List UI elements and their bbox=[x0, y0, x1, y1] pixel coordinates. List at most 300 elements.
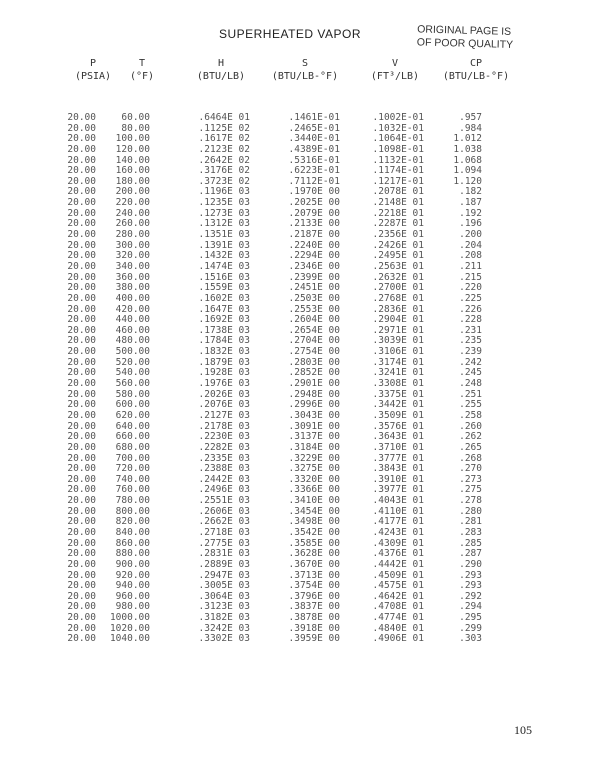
cell-cp: .283 bbox=[459, 526, 482, 538]
cell-pressure: 20.00 bbox=[67, 526, 96, 538]
cell-pressure: 20.00 bbox=[67, 580, 96, 592]
cell-cp: .281 bbox=[459, 516, 482, 528]
cell-volume: .1132E-01 bbox=[372, 154, 424, 166]
cell-enthalpy: .1196E 03 bbox=[198, 186, 250, 198]
cell-entropy: .3184E 00 bbox=[288, 441, 340, 453]
cell-pressure: 20.00 bbox=[67, 133, 96, 145]
cell-temperature: 820.00 bbox=[115, 516, 150, 528]
cell-cp: .270 bbox=[459, 463, 482, 475]
cell-temperature: 440.00 bbox=[115, 314, 150, 326]
column-unit: (PSIA) bbox=[74, 71, 112, 82]
cell-entropy: .2754E 00 bbox=[288, 346, 340, 358]
cell-volume: .3308E 01 bbox=[372, 378, 424, 390]
cell-pressure: 20.00 bbox=[67, 473, 96, 485]
cell-volume: .4110E 01 bbox=[372, 505, 424, 517]
cell-pressure: 20.00 bbox=[67, 590, 96, 602]
cell-volume: .4376E 01 bbox=[372, 548, 424, 560]
cell-volume: .3039E 01 bbox=[372, 335, 424, 347]
cell-volume: .2563E 01 bbox=[372, 260, 424, 272]
cell-cp: .290 bbox=[459, 558, 482, 570]
cell-temperature: 680.00 bbox=[115, 441, 150, 453]
cell-enthalpy: .3176E 02 bbox=[198, 165, 250, 177]
cell-temperature: 640.00 bbox=[115, 420, 150, 432]
cell-volume: .3241E 01 bbox=[372, 367, 424, 379]
cell-volume: .2632E 01 bbox=[372, 271, 424, 283]
cell-cp: .211 bbox=[459, 260, 482, 272]
cell-cp: .293 bbox=[459, 569, 482, 581]
cell-cp: .273 bbox=[459, 473, 482, 485]
cell-temperature: 140.00 bbox=[115, 154, 150, 166]
cell-temperature: 580.00 bbox=[115, 388, 150, 400]
table-row bbox=[0, 443, 612, 454]
cell-volume: .3174E 01 bbox=[372, 356, 424, 368]
cell-entropy: .3366E 00 bbox=[288, 484, 340, 496]
cell-cp: .299 bbox=[459, 622, 482, 634]
cell-temperature: 300.00 bbox=[115, 239, 150, 251]
cell-volume: .2078E 01 bbox=[372, 186, 424, 198]
cell-volume: .3843E 01 bbox=[372, 463, 424, 475]
cell-volume: .4177E 01 bbox=[372, 516, 424, 528]
cell-volume: .4708E 01 bbox=[372, 601, 424, 613]
cell-enthalpy: .1784E 03 bbox=[198, 335, 250, 347]
cell-temperature: 620.00 bbox=[115, 409, 150, 421]
cell-pressure: 20.00 bbox=[67, 399, 96, 411]
cell-temperature: 460.00 bbox=[115, 324, 150, 336]
cell-volume: .4906E 01 bbox=[372, 633, 424, 645]
cell-enthalpy: .1647E 03 bbox=[198, 303, 250, 315]
cell-volume: .3375E 01 bbox=[372, 388, 424, 400]
cell-temperature: 560.00 bbox=[115, 378, 150, 390]
cell-volume: .2904E 01 bbox=[372, 314, 424, 326]
cell-temperature: 360.00 bbox=[115, 271, 150, 283]
cell-enthalpy: .1391E 03 bbox=[198, 239, 250, 251]
cell-volume: .2836E 01 bbox=[372, 303, 424, 315]
data-table-body bbox=[0, 113, 612, 645]
cell-cp: .231 bbox=[459, 324, 482, 336]
cell-volume: .4243E 01 bbox=[372, 526, 424, 538]
cell-cp: .260 bbox=[459, 420, 482, 432]
cell-entropy: .3137E 00 bbox=[288, 431, 340, 443]
cell-enthalpy: .1235E 03 bbox=[198, 197, 250, 209]
cell-pressure: 20.00 bbox=[67, 441, 96, 453]
cell-temperature: 420.00 bbox=[115, 303, 150, 315]
cell-cp: 1.012 bbox=[453, 133, 482, 145]
cell-enthalpy: .1738E 03 bbox=[198, 324, 250, 336]
cell-temperature: 1000.00 bbox=[109, 612, 150, 624]
cell-temperature: 240.00 bbox=[115, 207, 150, 219]
cell-enthalpy: .1516E 03 bbox=[198, 271, 250, 283]
cell-pressure: 20.00 bbox=[67, 388, 96, 400]
cell-cp: 1.094 bbox=[453, 165, 482, 177]
cell-entropy: .6223E-01 bbox=[288, 165, 340, 177]
cell-enthalpy: .1351E 03 bbox=[198, 229, 250, 241]
cell-cp: .287 bbox=[459, 548, 482, 560]
cell-entropy: .3959E 00 bbox=[288, 633, 340, 645]
cell-pressure: 20.00 bbox=[67, 324, 96, 336]
cell-temperature: 120.00 bbox=[115, 143, 150, 155]
cell-pressure: 20.00 bbox=[67, 537, 96, 549]
cell-volume: .3442E 01 bbox=[372, 399, 424, 411]
cell-volume: .3106E 01 bbox=[372, 346, 424, 358]
cell-entropy: .3542E 00 bbox=[288, 526, 340, 538]
cell-pressure: 20.00 bbox=[67, 378, 96, 390]
cell-entropy: .1970E 00 bbox=[288, 186, 340, 198]
cell-pressure: 20.00 bbox=[67, 452, 96, 464]
cell-entropy: .1461E-01 bbox=[288, 112, 340, 123]
cell-entropy: .3440E-01 bbox=[288, 133, 340, 145]
cell-temperature: 80.00 bbox=[121, 122, 150, 134]
cell-pressure: 20.00 bbox=[67, 516, 96, 528]
column-header-p bbox=[64, 57, 122, 83]
cell-pressure: 20.00 bbox=[67, 420, 96, 432]
cell-cp: .294 bbox=[459, 601, 482, 613]
cell-volume: .3777E 01 bbox=[372, 452, 424, 464]
cell-temperature: 340.00 bbox=[115, 260, 150, 272]
cell-enthalpy: .2642E 02 bbox=[198, 154, 250, 166]
cell-entropy: .2553E 00 bbox=[288, 303, 340, 315]
column-unit: (°F) bbox=[129, 71, 155, 82]
cell-enthalpy: .1832E 03 bbox=[198, 346, 250, 358]
table-row bbox=[0, 294, 612, 305]
cell-enthalpy: .3123E 03 bbox=[198, 601, 250, 613]
cell-enthalpy: .6464E 01 bbox=[198, 112, 250, 123]
cell-pressure: 20.00 bbox=[67, 250, 96, 262]
cell-temperature: 100.00 bbox=[115, 133, 150, 145]
page-title: SUPERHEATED VAPOR bbox=[218, 27, 362, 41]
cell-entropy: .3043E 00 bbox=[288, 409, 340, 421]
table-row bbox=[0, 634, 612, 645]
cell-temperature: 880.00 bbox=[115, 548, 150, 560]
cell-cp: 1.068 bbox=[453, 154, 482, 166]
cell-enthalpy: .1692E 03 bbox=[198, 314, 250, 326]
table-row bbox=[0, 145, 612, 156]
cell-cp: .957 bbox=[459, 112, 482, 123]
cell-cp: .200 bbox=[459, 229, 482, 241]
cell-enthalpy: .1617E 02 bbox=[198, 133, 250, 145]
cell-temperature: 780.00 bbox=[115, 495, 150, 507]
cell-entropy: .2025E 00 bbox=[288, 197, 340, 209]
cell-pressure: 20.00 bbox=[67, 282, 96, 294]
cell-pressure: 20.00 bbox=[67, 229, 96, 241]
table-row bbox=[0, 411, 612, 422]
cell-pressure: 20.00 bbox=[67, 165, 96, 177]
cell-temperature: 660.00 bbox=[115, 431, 150, 443]
cell-cp: .220 bbox=[459, 282, 482, 294]
cell-enthalpy: .2606E 03 bbox=[198, 505, 250, 517]
cell-cp: 1.038 bbox=[453, 143, 482, 155]
cell-enthalpy: .2127E 03 bbox=[198, 409, 250, 421]
column-unit: (FT³/LB) bbox=[370, 71, 420, 82]
cell-cp: .226 bbox=[459, 303, 482, 315]
cell-cp: .303 bbox=[459, 633, 482, 645]
cell-enthalpy: .3182E 03 bbox=[198, 612, 250, 624]
cell-volume: .4043E 01 bbox=[372, 495, 424, 507]
column-name: V bbox=[391, 58, 399, 69]
cell-enthalpy: .1312E 03 bbox=[198, 218, 250, 230]
cell-cp: .196 bbox=[459, 218, 482, 230]
cell-entropy: .5316E-01 bbox=[288, 154, 340, 166]
cell-entropy: .2346E 00 bbox=[288, 260, 340, 272]
cell-cp: .225 bbox=[459, 292, 482, 304]
cell-pressure: 20.00 bbox=[67, 346, 96, 358]
cell-entropy: .3454E 00 bbox=[288, 505, 340, 517]
cell-enthalpy: .2718E 03 bbox=[198, 526, 250, 538]
cell-pressure: 20.00 bbox=[67, 239, 96, 251]
column-unit: (BTU/LB-°F) bbox=[271, 71, 339, 82]
cell-enthalpy: .3723E 02 bbox=[198, 175, 250, 187]
cell-temperature: 1040.00 bbox=[109, 633, 150, 645]
cell-cp: .204 bbox=[459, 239, 482, 251]
cell-pressure: 20.00 bbox=[67, 303, 96, 315]
cell-entropy: .2187E 00 bbox=[288, 229, 340, 241]
cell-entropy: .3229E 00 bbox=[288, 452, 340, 464]
cell-enthalpy: .2442E 03 bbox=[198, 473, 250, 485]
cell-temperature: 260.00 bbox=[115, 218, 150, 230]
cell-cp: .228 bbox=[459, 314, 482, 326]
cell-volume: .2971E 01 bbox=[372, 324, 424, 336]
cell-temperature: 960.00 bbox=[115, 590, 150, 602]
cell-volume: .4509E 01 bbox=[372, 569, 424, 581]
stamp-line-1: ORIGINAL PAGE IS bbox=[417, 23, 512, 38]
cell-volume: .3910E 01 bbox=[372, 473, 424, 485]
table-header bbox=[0, 57, 612, 87]
cell-volume: .4309E 01 bbox=[372, 537, 424, 549]
cell-enthalpy: .3242E 03 bbox=[198, 622, 250, 634]
column-name: S bbox=[301, 58, 309, 69]
cell-entropy: .2399E 00 bbox=[288, 271, 340, 283]
cell-entropy: .2451E 00 bbox=[288, 282, 340, 294]
cell-pressure: 20.00 bbox=[67, 112, 96, 123]
column-name: P bbox=[89, 58, 97, 69]
cell-enthalpy: .2496E 03 bbox=[198, 484, 250, 496]
cell-cp: .984 bbox=[459, 122, 482, 134]
page-number: 105 bbox=[514, 723, 532, 737]
cell-pressure: 20.00 bbox=[67, 495, 96, 507]
cell-cp: .208 bbox=[459, 250, 482, 262]
cell-temperature: 720.00 bbox=[115, 463, 150, 475]
cell-cp: .215 bbox=[459, 271, 482, 283]
cell-entropy: .2852E 00 bbox=[288, 367, 340, 379]
column-header-cp bbox=[428, 57, 524, 83]
cell-temperature: 220.00 bbox=[115, 197, 150, 209]
poor-quality-stamp bbox=[417, 23, 538, 52]
cell-volume: .4442E 01 bbox=[372, 558, 424, 570]
cell-volume: .4840E 01 bbox=[372, 622, 424, 634]
cell-enthalpy: .1273E 03 bbox=[198, 207, 250, 219]
cell-entropy: .3713E 00 bbox=[288, 569, 340, 581]
cell-temperature: 800.00 bbox=[115, 505, 150, 517]
cell-entropy: .4389E-01 bbox=[288, 143, 340, 155]
cell-volume: .1174E-01 bbox=[372, 165, 424, 177]
cell-pressure: 20.00 bbox=[67, 335, 96, 347]
cell-pressure: 20.00 bbox=[67, 122, 96, 134]
cell-entropy: .3091E 00 bbox=[288, 420, 340, 432]
cell-pressure: 20.00 bbox=[67, 601, 96, 613]
cell-cp: .248 bbox=[459, 378, 482, 390]
cell-volume: .2768E 01 bbox=[372, 292, 424, 304]
cell-enthalpy: .2230E 03 bbox=[198, 431, 250, 443]
table-row bbox=[0, 560, 612, 571]
cell-cp: .268 bbox=[459, 452, 482, 464]
cell-entropy: .3585E 00 bbox=[288, 537, 340, 549]
cell-cp: .258 bbox=[459, 409, 482, 421]
cell-temperature: 200.00 bbox=[115, 186, 150, 198]
cell-enthalpy: .1928E 03 bbox=[198, 367, 250, 379]
cell-pressure: 20.00 bbox=[67, 612, 96, 624]
cell-enthalpy: .2026E 03 bbox=[198, 388, 250, 400]
cell-cp: .182 bbox=[459, 186, 482, 198]
table-row bbox=[0, 262, 612, 273]
cell-cp: 1.120 bbox=[453, 175, 482, 187]
cell-temperature: 480.00 bbox=[115, 335, 150, 347]
cell-entropy: .3410E 00 bbox=[288, 495, 340, 507]
cell-entropy: .2465E-01 bbox=[288, 122, 340, 134]
cell-volume: .2148E 01 bbox=[372, 197, 424, 209]
cell-pressure: 20.00 bbox=[67, 505, 96, 517]
cell-entropy: .3498E 00 bbox=[288, 516, 340, 528]
cell-enthalpy: .2123E 02 bbox=[198, 143, 250, 155]
column-unit: (BTU/LB-°F) bbox=[442, 71, 510, 82]
cell-enthalpy: .2335E 03 bbox=[198, 452, 250, 464]
cell-volume: .2356E 01 bbox=[372, 229, 424, 241]
cell-enthalpy: .1125E 02 bbox=[198, 122, 250, 134]
cell-pressure: 20.00 bbox=[67, 622, 96, 634]
cell-pressure: 20.00 bbox=[67, 207, 96, 219]
cell-enthalpy: .2831E 03 bbox=[198, 548, 250, 560]
cell-pressure: 20.00 bbox=[67, 558, 96, 570]
cell-pressure: 20.00 bbox=[67, 271, 96, 283]
cell-cp: .192 bbox=[459, 207, 482, 219]
cell-volume: .3643E 01 bbox=[372, 431, 424, 443]
cell-enthalpy: .2947E 03 bbox=[198, 569, 250, 581]
cell-volume: .4575E 01 bbox=[372, 580, 424, 592]
cell-enthalpy: .2551E 03 bbox=[198, 495, 250, 507]
cell-volume: .2218E 01 bbox=[372, 207, 424, 219]
cell-volume: .1002E-01 bbox=[372, 112, 424, 123]
cell-entropy: .3918E 00 bbox=[288, 622, 340, 634]
cell-temperature: 180.00 bbox=[115, 175, 150, 187]
cell-entropy: .3275E 00 bbox=[288, 463, 340, 475]
cell-entropy: .7112E-01 bbox=[288, 175, 340, 187]
cell-entropy: .2996E 00 bbox=[288, 399, 340, 411]
cell-cp: .187 bbox=[459, 197, 482, 209]
cell-entropy: .3754E 00 bbox=[288, 580, 340, 592]
cell-cp: .235 bbox=[459, 335, 482, 347]
cell-temperature: 280.00 bbox=[115, 229, 150, 241]
cell-cp: .255 bbox=[459, 399, 482, 411]
cell-volume: .3710E 01 bbox=[372, 441, 424, 453]
cell-cp: .280 bbox=[459, 505, 482, 517]
cell-cp: .278 bbox=[459, 495, 482, 507]
cell-cp: .245 bbox=[459, 367, 482, 379]
cell-cp: .265 bbox=[459, 441, 482, 453]
cell-cp: .292 bbox=[459, 590, 482, 602]
cell-pressure: 20.00 bbox=[67, 431, 96, 443]
cell-volume: .2700E 01 bbox=[372, 282, 424, 294]
stamp-line-2: OF POOR QUALITY bbox=[416, 36, 514, 51]
cell-temperature: 1020.00 bbox=[109, 622, 150, 634]
column-header-t bbox=[116, 57, 168, 83]
cell-cp: .239 bbox=[459, 346, 482, 358]
cell-entropy: .2503E 00 bbox=[288, 292, 340, 304]
cell-temperature: 740.00 bbox=[115, 473, 150, 485]
column-header-s bbox=[262, 57, 348, 83]
cell-entropy: .3320E 00 bbox=[288, 473, 340, 485]
cell-volume: .1098E-01 bbox=[372, 143, 424, 155]
cell-temperature: 840.00 bbox=[115, 526, 150, 538]
cell-enthalpy: .2775E 03 bbox=[198, 537, 250, 549]
cell-entropy: .3878E 00 bbox=[288, 612, 340, 624]
cell-pressure: 20.00 bbox=[67, 260, 96, 272]
cell-pressure: 20.00 bbox=[67, 367, 96, 379]
cell-cp: .293 bbox=[459, 580, 482, 592]
cell-entropy: .3796E 00 bbox=[288, 590, 340, 602]
cell-entropy: .3837E 00 bbox=[288, 601, 340, 613]
cell-volume: .3977E 01 bbox=[372, 484, 424, 496]
column-header-v bbox=[360, 57, 430, 83]
cell-entropy: .2240E 00 bbox=[288, 239, 340, 251]
cell-temperature: 500.00 bbox=[115, 346, 150, 358]
cell-temperature: 760.00 bbox=[115, 484, 150, 496]
column-name: T bbox=[138, 58, 146, 69]
cell-enthalpy: .2662E 03 bbox=[198, 516, 250, 528]
cell-temperature: 400.00 bbox=[115, 292, 150, 304]
cell-cp: .295 bbox=[459, 612, 482, 624]
cell-volume: .4642E 01 bbox=[372, 590, 424, 602]
cell-pressure: 20.00 bbox=[67, 197, 96, 209]
cell-enthalpy: .1976E 03 bbox=[198, 378, 250, 390]
cell-entropy: .2704E 00 bbox=[288, 335, 340, 347]
cell-entropy: .2948E 00 bbox=[288, 388, 340, 400]
cell-enthalpy: .1602E 03 bbox=[198, 292, 250, 304]
cell-entropy: .3670E 00 bbox=[288, 558, 340, 570]
cell-volume: .3576E 01 bbox=[372, 420, 424, 432]
cell-pressure: 20.00 bbox=[67, 633, 96, 645]
cell-temperature: 60.00 bbox=[121, 112, 150, 123]
cell-temperature: 600.00 bbox=[115, 399, 150, 411]
cell-pressure: 20.00 bbox=[67, 218, 96, 230]
cell-pressure: 20.00 bbox=[67, 292, 96, 304]
cell-pressure: 20.00 bbox=[67, 175, 96, 187]
cell-entropy: .3628E 00 bbox=[288, 548, 340, 560]
cell-pressure: 20.00 bbox=[67, 143, 96, 155]
cell-pressure: 20.00 bbox=[67, 356, 96, 368]
cell-entropy: .2294E 00 bbox=[288, 250, 340, 262]
cell-entropy: .2079E 00 bbox=[288, 207, 340, 219]
cell-temperature: 380.00 bbox=[115, 282, 150, 294]
cell-cp: .251 bbox=[459, 388, 482, 400]
cell-temperature: 320.00 bbox=[115, 250, 150, 262]
cell-enthalpy: .3005E 03 bbox=[198, 580, 250, 592]
cell-volume: .2426E 01 bbox=[372, 239, 424, 251]
cell-enthalpy: .1432E 03 bbox=[198, 250, 250, 262]
cell-temperature: 860.00 bbox=[115, 537, 150, 549]
cell-enthalpy: .3302E 03 bbox=[198, 633, 250, 645]
column-name: H bbox=[217, 58, 225, 69]
cell-volume: .2495E 01 bbox=[372, 250, 424, 262]
cell-temperature: 920.00 bbox=[115, 569, 150, 581]
column-name: CP bbox=[469, 58, 483, 69]
cell-temperature: 940.00 bbox=[115, 580, 150, 592]
cell-pressure: 20.00 bbox=[67, 409, 96, 421]
cell-cp: .262 bbox=[459, 431, 482, 443]
cell-entropy: .2604E 00 bbox=[288, 314, 340, 326]
cell-volume: .4774E 01 bbox=[372, 612, 424, 624]
cell-cp: .275 bbox=[459, 484, 482, 496]
cell-pressure: 20.00 bbox=[67, 186, 96, 198]
cell-cp: .242 bbox=[459, 356, 482, 368]
cell-entropy: .2803E 00 bbox=[288, 356, 340, 368]
